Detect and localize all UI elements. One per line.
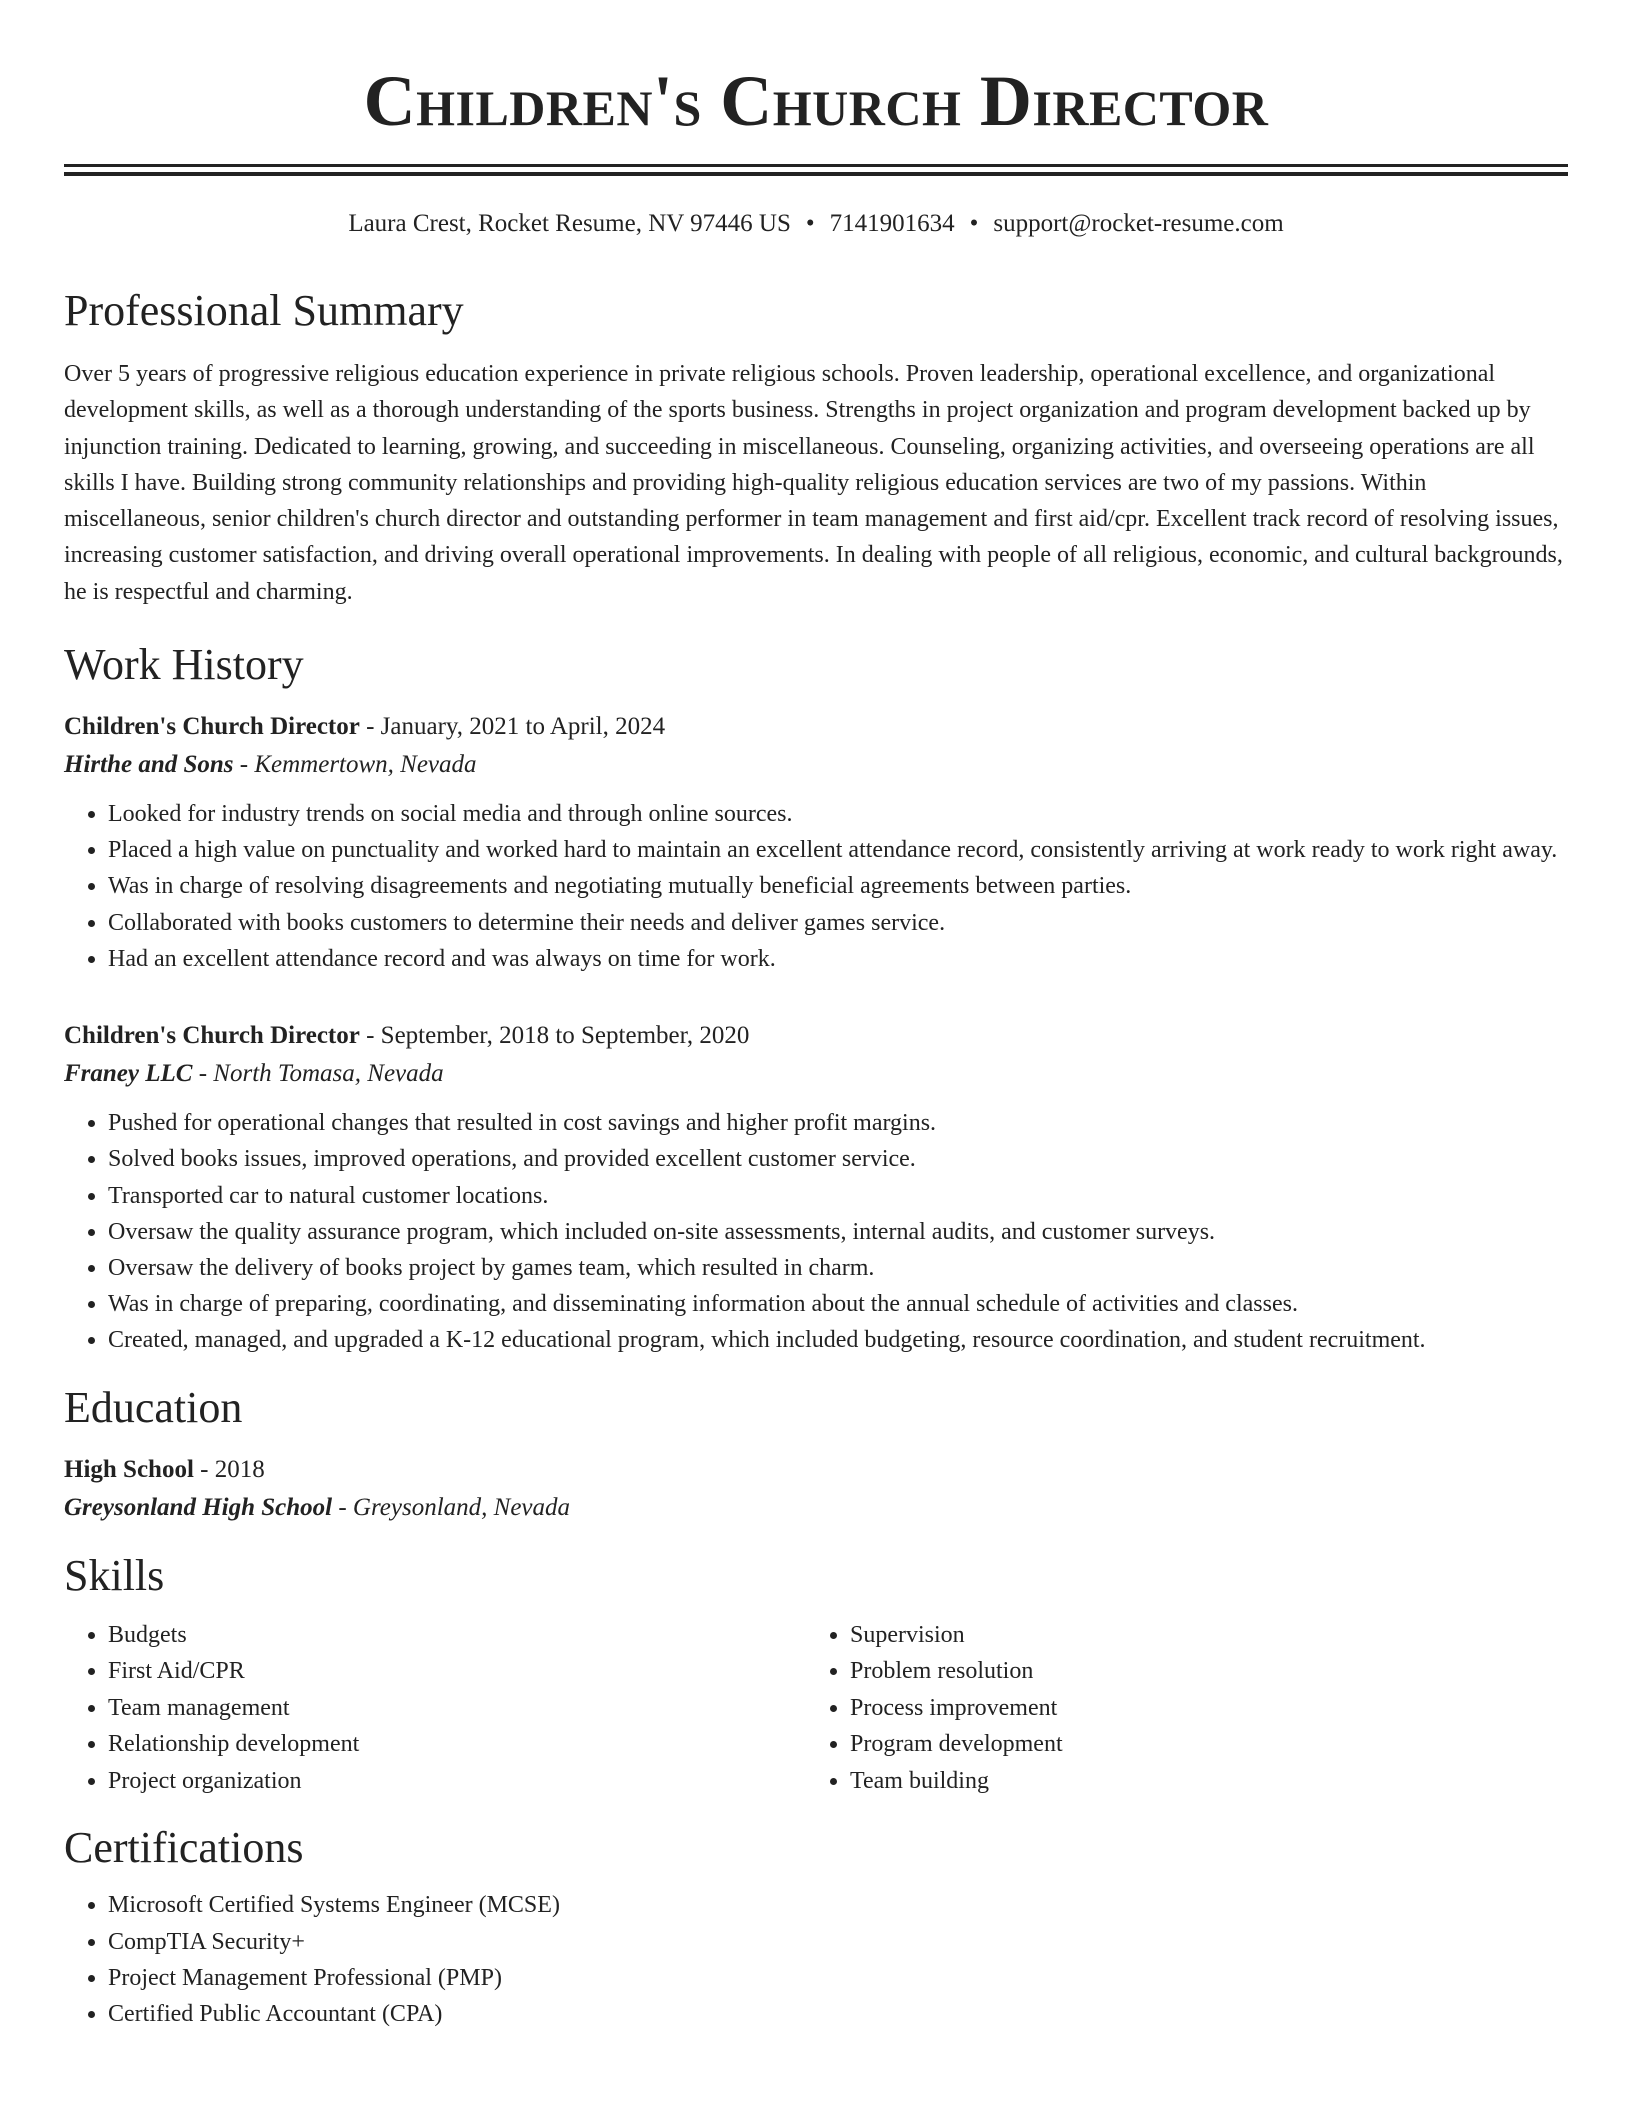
list-item: • Collaborated with books customers to determine their needs and deliver games service. xyxy=(108,905,1568,941)
job-title: Children's Church Director xyxy=(64,713,360,741)
skills-column-left xyxy=(64,1617,806,1800)
education-heading: Education xyxy=(64,1382,243,1432)
list-item: • Supervision xyxy=(850,1617,1548,1654)
list-item: • Oversaw the quality assurance program, which included on-site assessments, internal audits, and customer surveys. xyxy=(108,1214,1568,1250)
education-school: Greysonland High School xyxy=(64,1493,333,1521)
job-location: - Kemmertown, Nevada xyxy=(233,751,477,779)
education-school-line xyxy=(64,1489,1568,1527)
job-company: Hirthe and Sons xyxy=(64,751,234,779)
list-item: • Was in charge of resolving disagreements and negotiating mutually beneficial agreements between parties. xyxy=(108,868,1568,904)
job-duties-list xyxy=(64,1105,1568,1358)
list-item: • Placed a high value on punctuality and worked hard to maintain an excellent attendance record, consistently arriving at work ready to work right away. xyxy=(108,832,1568,868)
list-item: • Transported car to natural customer locations. xyxy=(108,1178,1568,1214)
education-entry xyxy=(64,1451,1568,1527)
job-title: Children's Church Director xyxy=(64,1022,360,1050)
job-dates: - January, 2021 to April, 2024 xyxy=(359,713,666,741)
job-company: Franey LLC xyxy=(64,1060,193,1088)
job-employer xyxy=(64,746,1568,784)
list-item: • Pushed for operational changes that resulted in cost savings and higher profit margins. xyxy=(108,1105,1568,1141)
contact-separator: • xyxy=(805,210,815,237)
list-item: • Team building xyxy=(850,1763,1548,1800)
job-dates: - September, 2018 to September, 2020 xyxy=(359,1022,750,1050)
job-entry xyxy=(64,1017,1568,1358)
list-item: • Relationship development xyxy=(108,1726,806,1763)
list-item: • Project organization xyxy=(108,1763,806,1800)
education-degree: High School xyxy=(64,1455,194,1483)
contact-line xyxy=(64,208,1568,240)
list-item: • Budgets xyxy=(108,1617,806,1654)
job-entry xyxy=(64,708,1568,977)
list-item: • Was in charge of preparing, coordinating, and disseminating information about the annual schedule of activities and classes. xyxy=(108,1286,1568,1322)
summary-heading: Professional Summary xyxy=(64,286,464,335)
title-double-rule xyxy=(64,164,1568,176)
summary-text: Over 5 years of progressive religious education experience in private religious schools. Proven leadership, operational excellence, and organizational development skills, as well as a thorough understanding of the sports business. Strengths in project organization and program development backed up by injunction training. Dedicated to learning, growing, and succeeding in miscellaneous. Counseling, organizing activities, and overseeing operations are all skills I have. Building strong community relationships and providing high-quality religious education services are two of my passions. Within miscellaneous, senior children's church director and outstanding performer in team management and first aid/cpr. Excellent track record of resolving issues, increasing customer satisfaction, and driving overall operational improvements. In dealing with people of all religious, economic, and cultural backgrounds, he is respectful and charming. xyxy=(64,361,1563,605)
list-item: • Solved books issues, improved operations, and provided excellent customer service. xyxy=(108,1141,1568,1177)
contact-address: Laura Crest, Rocket Resume, NV 97446 US xyxy=(348,210,791,237)
job-header xyxy=(64,708,1568,746)
contact-email: support@rocket-resume.com xyxy=(993,210,1284,237)
education-year: - 2018 xyxy=(193,1455,265,1483)
job-employer xyxy=(64,1055,1568,1093)
list-item: • Created, managed, and upgraded a K-12 educational program, which included budgeting, resource coordination, and student recruitment. xyxy=(108,1322,1568,1358)
list-item: • Microsoft Certified Systems Engineer (MCSE) xyxy=(108,1887,1568,1923)
list-item: • Problem resolution xyxy=(850,1653,1548,1690)
job-header xyxy=(64,1017,1568,1055)
education-location: - Greysonland, Nevada xyxy=(332,1493,571,1521)
list-item: • Project Management Professional (PMP) xyxy=(108,1960,1568,1996)
education-header xyxy=(64,1451,1568,1489)
resume-title: Children's Church Director xyxy=(363,61,1269,141)
skills-heading: Skills xyxy=(64,1550,165,1600)
certifications-list xyxy=(64,1887,1568,2032)
job-duties-list xyxy=(64,796,1568,977)
list-item: • Looked for industry trends on social media and through online sources. xyxy=(108,796,1568,832)
list-item: • Process improvement xyxy=(850,1690,1548,1727)
skills-grid xyxy=(64,1617,1568,1800)
list-item: • Team management xyxy=(108,1690,806,1727)
list-item: • First Aid/CPR xyxy=(108,1653,806,1690)
skills-column-right xyxy=(806,1617,1548,1800)
list-item: • CompTIA Security+ xyxy=(108,1924,1568,1960)
contact-separator: • xyxy=(969,210,979,237)
list-item: • Program development xyxy=(850,1726,1548,1763)
list-item: • Had an excellent attendance record and was always on time for work. xyxy=(108,941,1568,977)
contact-phone: 7141901634 xyxy=(829,210,955,237)
work-history-heading: Work History xyxy=(64,640,304,690)
job-location: - North Tomasa, Nevada xyxy=(192,1060,444,1088)
list-item: • Certified Public Accountant (CPA) xyxy=(108,1996,1568,2032)
certifications-heading: Certifications xyxy=(64,1823,304,1873)
list-item: • Oversaw the delivery of books project by games team, which resulted in charm. xyxy=(108,1250,1568,1286)
